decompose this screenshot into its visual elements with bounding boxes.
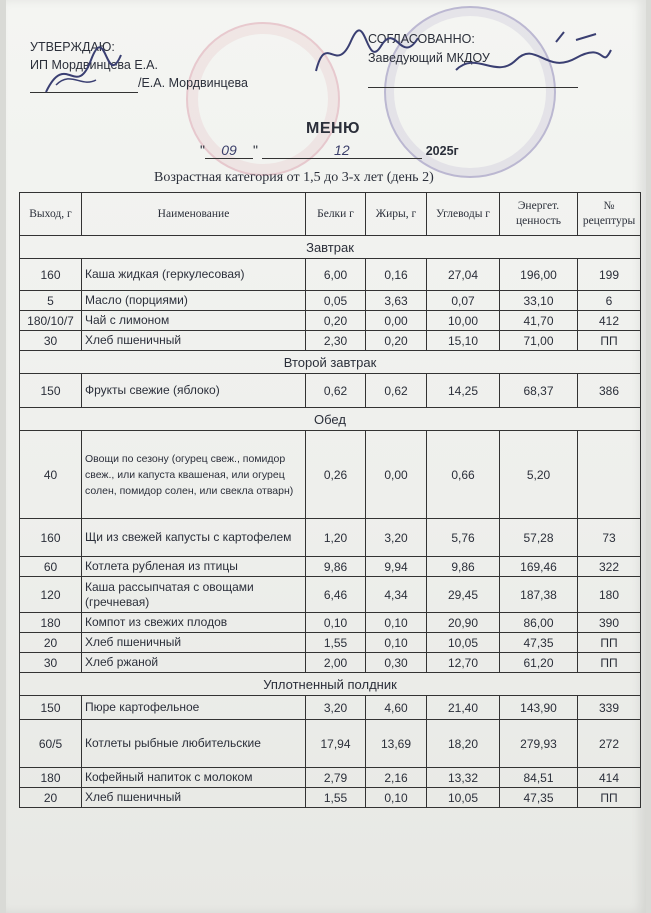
cell-recipe: 386 [578, 374, 641, 408]
col-carbs: Углеводы г [427, 193, 500, 236]
cell-fat: 3,63 [366, 291, 427, 311]
cell-energy: 5,20 [500, 431, 578, 519]
section-row [20, 408, 641, 431]
cell-protein: 0,26 [306, 431, 366, 519]
cell-carbs: 10,00 [427, 311, 500, 331]
cell-energy: 86,00 [500, 613, 578, 633]
cell-carbs: 10,05 [427, 633, 500, 653]
section-row [20, 351, 641, 374]
cell-recipe: 6 [578, 291, 641, 311]
cell-protein: 0,10 [306, 613, 366, 633]
cell-fat: 9,94 [366, 557, 427, 577]
cell-protein: 2,79 [306, 768, 366, 788]
cell-name: Масло (порциями) [82, 291, 306, 311]
cell-carbs: 12,70 [427, 653, 500, 673]
table-row [20, 577, 641, 613]
cell-carbs: 29,45 [427, 577, 500, 613]
cell-output: 160 [20, 259, 82, 291]
cell-protein: 1,55 [306, 788, 366, 808]
cell-energy: 71,00 [500, 331, 578, 351]
cell-recipe: 412 [578, 311, 641, 331]
cell-name: Каша жидкая (геркулесовая) [82, 259, 306, 291]
col-name: Наименование [82, 193, 306, 236]
cell-fat: 0,00 [366, 311, 427, 331]
cell-fat: 4,34 [366, 577, 427, 613]
cell-protein: 6,00 [306, 259, 366, 291]
cell-output: 60 [20, 557, 82, 577]
cell-name: Щи из свежей капусты с картофелем [82, 519, 306, 557]
cell-carbs: 21,40 [427, 696, 500, 720]
cell-protein: 3,20 [306, 696, 366, 720]
cell-energy: 279,93 [500, 720, 578, 768]
col-output: Выход, г [20, 193, 82, 236]
date-day: 09 [205, 142, 253, 159]
cell-recipe: 73 [578, 519, 641, 557]
cell-protein: 2,30 [306, 331, 366, 351]
cell-name: Чай с лимоном [82, 311, 306, 331]
cell-recipe: 180 [578, 577, 641, 613]
cell-output: 180/10/7 [20, 311, 82, 331]
cell-recipe: 272 [578, 720, 641, 768]
cell-carbs: 0,66 [427, 431, 500, 519]
cell-output: 60/5 [20, 720, 82, 768]
approval-signature-row [30, 74, 248, 93]
cell-output: 180 [20, 613, 82, 633]
section-title: Второй завтрак [20, 351, 641, 374]
section-title: Обед [20, 408, 641, 431]
cell-carbs: 13,32 [427, 768, 500, 788]
cell-protein: 0,05 [306, 291, 366, 311]
cell-energy: 143,90 [500, 696, 578, 720]
cell-protein: 17,94 [306, 720, 366, 768]
table-row [20, 291, 641, 311]
cell-energy: 47,35 [500, 633, 578, 653]
cell-carbs: 27,04 [427, 259, 500, 291]
cell-name: Хлеб пшеничный [82, 633, 306, 653]
cell-energy: 84,51 [500, 768, 578, 788]
cell-fat: 0,16 [366, 259, 427, 291]
table-row [20, 259, 641, 291]
cell-fat: 13,69 [366, 720, 427, 768]
cell-output: 160 [20, 519, 82, 557]
cell-carbs: 20,90 [427, 613, 500, 633]
cell-protein: 0,62 [306, 374, 366, 408]
cell-output: 30 [20, 331, 82, 351]
cell-energy: 187,38 [500, 577, 578, 613]
approval-signature-name: /Е.А. Мордвинцева [138, 76, 248, 90]
cell-fat: 0,30 [366, 653, 427, 673]
cell-name: Компот из свежих плодов [82, 613, 306, 633]
table-row [20, 331, 641, 351]
cell-fat: 0,10 [366, 613, 427, 633]
cell-output: 150 [20, 374, 82, 408]
cell-name: Овощи по сезону (огурец свеж., помидор свеж., или капуста квашеная, или огурец солен, помидор солен, или свекла отварн) [82, 431, 306, 519]
cell-name: Хлеб пшеничный [82, 788, 306, 808]
cell-output: 30 [20, 653, 82, 673]
cell-protein: 2,00 [306, 653, 366, 673]
cell-fat: 0,10 [366, 788, 427, 808]
cell-output: 20 [20, 633, 82, 653]
cell-name: Фрукты свежие (яблоко) [82, 374, 306, 408]
cell-output: 180 [20, 768, 82, 788]
cell-recipe: ПП [578, 788, 641, 808]
agreement-position: Заведующий МКДОУ [368, 51, 490, 65]
menu-table [19, 192, 641, 808]
cell-name: Хлеб пшеничный [82, 331, 306, 351]
table-row [20, 788, 641, 808]
cell-output: 120 [20, 577, 82, 613]
date-year: 2025г [425, 144, 459, 158]
cell-fat: 0,00 [366, 431, 427, 519]
col-recipe: № рецептуры [578, 193, 641, 236]
cell-name: Кофейный напиток с молоком [82, 768, 306, 788]
cell-energy: 33,10 [500, 291, 578, 311]
cell-recipe: 322 [578, 557, 641, 577]
section-row [20, 673, 641, 696]
cell-carbs: 5,76 [427, 519, 500, 557]
cell-fat: 0,10 [366, 633, 427, 653]
section-title: Завтрак [20, 236, 641, 259]
table-row [20, 696, 641, 720]
cell-output: 20 [20, 788, 82, 808]
menu-body [20, 236, 641, 808]
table-row [20, 653, 641, 673]
table-row [20, 431, 641, 519]
cell-protein: 9,86 [306, 557, 366, 577]
signature-line [30, 74, 138, 93]
cell-fat: 0,20 [366, 331, 427, 351]
cell-energy: 61,20 [500, 653, 578, 673]
age-category: Возрастная категория от 1,5 до 3-х лет (день 2) [154, 170, 434, 185]
menu-date: " 09 " 12 2025г [200, 142, 459, 158]
section-title: Уплотненный полдник [20, 673, 641, 696]
table-row [20, 374, 641, 408]
page-title: МЕНЮ [306, 120, 361, 137]
cell-output: 40 [20, 431, 82, 519]
cell-protein: 6,46 [306, 577, 366, 613]
cell-name: Хлеб ржаной [82, 653, 306, 673]
cell-name: Каша рассыпчатая с овощами (гречневая) [82, 577, 306, 613]
cell-output: 150 [20, 696, 82, 720]
table-row [20, 311, 641, 331]
cell-carbs: 10,05 [427, 788, 500, 808]
cell-protein: 1,55 [306, 633, 366, 653]
cell-recipe: 339 [578, 696, 641, 720]
cell-recipe: ПП [578, 633, 641, 653]
approval-block [30, 38, 248, 93]
cell-protein: 1,20 [306, 519, 366, 557]
table-row [20, 768, 641, 788]
date-month: 12 [262, 142, 422, 159]
cell-energy: 68,37 [500, 374, 578, 408]
cell-energy: 41,70 [500, 311, 578, 331]
cell-carbs: 15,10 [427, 331, 500, 351]
cell-name: Котлеты рыбные любительские [82, 720, 306, 768]
agreement-signature-line [368, 68, 578, 88]
cell-energy: 47,35 [500, 788, 578, 808]
cell-recipe: 199 [578, 259, 641, 291]
table-row [20, 633, 641, 653]
cell-fat: 4,60 [366, 696, 427, 720]
cell-recipe [578, 431, 641, 519]
table-header-row [20, 193, 641, 236]
approval-heading: УТВЕРЖДАЮ: [30, 40, 115, 54]
col-protein: Белки г [306, 193, 366, 236]
cell-name: Котлета рубленая из птицы [82, 557, 306, 577]
agreement-block [368, 30, 578, 88]
agreement-heading: СОГЛАСОВАННО: [368, 32, 475, 46]
table-row [20, 519, 641, 557]
cell-recipe: ПП [578, 331, 641, 351]
cell-name: Пюре картофельное [82, 696, 306, 720]
cell-fat: 2,16 [366, 768, 427, 788]
cell-energy: 57,28 [500, 519, 578, 557]
cell-fat: 0,62 [366, 374, 427, 408]
cell-energy: 196,00 [500, 259, 578, 291]
cell-output: 5 [20, 291, 82, 311]
table-row [20, 613, 641, 633]
cell-carbs: 0,07 [427, 291, 500, 311]
col-energy: Энергет. ценность [500, 193, 578, 236]
table-row [20, 720, 641, 768]
col-fat: Жиры, г [366, 193, 427, 236]
cell-energy: 169,46 [500, 557, 578, 577]
cell-protein: 0,20 [306, 311, 366, 331]
cell-fat: 3,20 [366, 519, 427, 557]
approval-person: ИП Мордвинцева Е.А. [30, 58, 158, 72]
cell-carbs: 14,25 [427, 374, 500, 408]
table-row [20, 557, 641, 577]
section-row [20, 236, 641, 259]
cell-recipe: ПП [578, 653, 641, 673]
cell-carbs: 9,86 [427, 557, 500, 577]
cell-carbs: 18,20 [427, 720, 500, 768]
cell-recipe: 414 [578, 768, 641, 788]
cell-recipe: 390 [578, 613, 641, 633]
